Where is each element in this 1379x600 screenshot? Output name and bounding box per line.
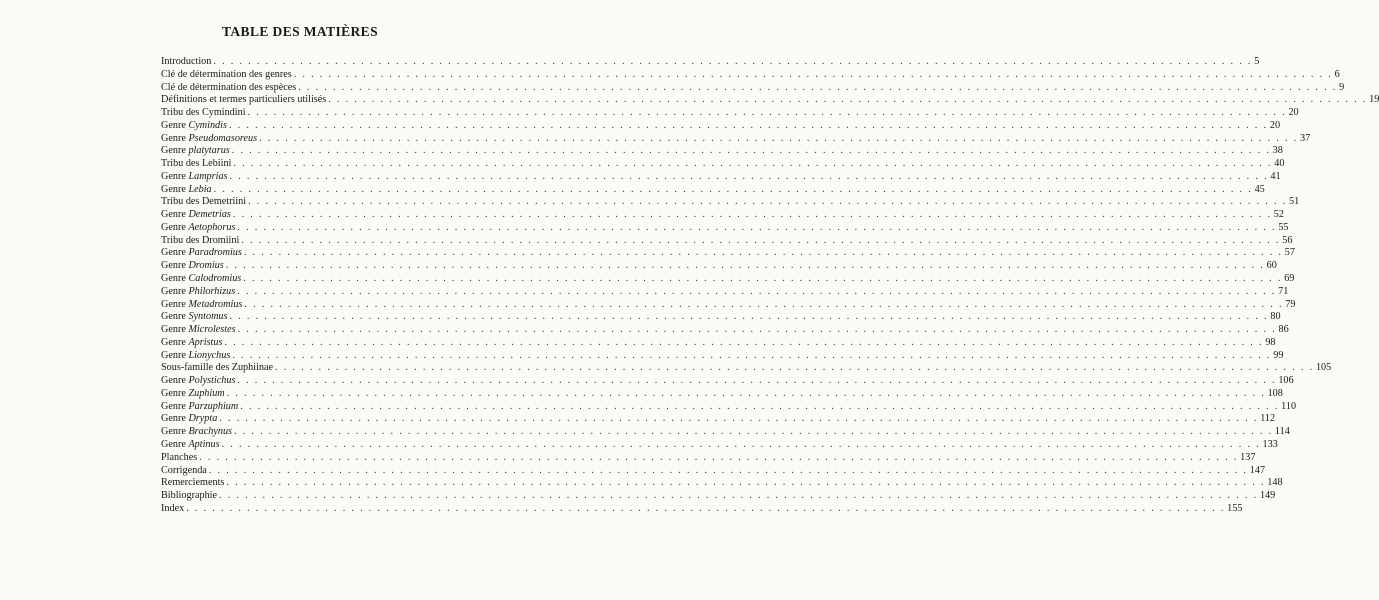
toc-entry-genus-name: Aetophorus (188, 221, 236, 233)
toc-leader-dots: . . . . . . . . . . . . . . . . . . . . . . . . . . . . . . . . . . . . . . . . . . . . . . . . . . . . . . . . . . . . . . . . . . . . . . . . . . . . . . . . . . . . . . . . . . . . . . . . . . . . . . . . . . . . . . . . . . . . . . . . (232, 349, 1272, 361)
toc-leader-dots: . . . . . . . . . . . . . . . . . . . . . . . . . . . . . . . . . . . . . . . . . . . . . . . . . . . . . . . . . . . . . . . . . . . . . . . . . . . . . . . . . . . . . . . . . . . . . . . . . . . . . . . . . . . . . . . . . . . . . . . . (241, 234, 1281, 246)
toc-entry-prefix: Genre (161, 145, 189, 157)
toc-leader-dots: . . . . . . . . . . . . . . . . . . . . . . . . . . . . . . . . . . . . . . . . . . . . . . . . . . . . . . . . . . . . . . . . . . . . . . . . . . . . . . . . . . . . . . . . . . . . . . . . . . . . . . . . . . . . . . . . . . . . . . . . (229, 170, 1269, 182)
toc-entry (161, 349, 1284, 363)
toc-page-number: 112 (1260, 413, 1276, 425)
toc-entry (161, 81, 1345, 95)
toc-entry (161, 107, 1299, 120)
toc-entry-label (161, 311, 228, 324)
table-of-contents (161, 56, 1379, 516)
toc-entry-genus-name: Drypta (188, 413, 218, 425)
toc-entry (161, 68, 1340, 82)
toc-entry-label (161, 375, 235, 388)
toc-entry-label (161, 426, 232, 439)
toc-entry (161, 221, 1289, 235)
toc-leader-dots: . . . . . . . . . . . . . . . . . . . . . . . . . . . . . . . . . . . . . . . . . . . . . . . . . . . . . . . . . . . . . . . . . . . . . . . . . . . . . . . . . . . . . . . . . . . . . . . . . . . . . . . . . . . . . . . . . . . . . . . . (240, 400, 1280, 412)
toc-leader-dots: . . . . . . . . . . . . . . . . . . . . . . . . . . . . . . . . . . . . . . . . . . . . . . . . . . . . . . . . . . . . . . . . . . . . . . . . . . . . . . . . . . . . . . . . . . . . . . . . . . . . . . . . . . . . . . . . . . . . . . . . (233, 158, 1273, 170)
toc-leader-dots: . . . . . . . . . . . . . . . . . . . . . . . . . . . . . . . . . . . . . . . . . . . . . . . . . . . . . . . . . . . . . . . . . . . . . . . . . . . . . . . . . . . . . . . . . . . . . . . . . . . . . . . . . . . . . . . . . . . . . . . . (231, 145, 1271, 157)
toc-entry-label (161, 477, 224, 490)
toc-leader-dots: . . . . . . . . . . . . . . . . . . . . . . . . . . . . . . . . . . . . . . . . . . . . . . . . . . . . . . . . . . . . . . . . . . . . . . . . . . . . . . . . . . . . . . . . . . . . . . . . . . . . . . . . . . . . . . . . . . . . . . . . (228, 119, 1268, 131)
toc-entry-prefix: Introduction (161, 56, 212, 67)
toc-page-number: 148 (1267, 477, 1283, 489)
toc-leader-dots: . . . . . . . . . . . . . . . . . . . . . . . . . . . . . . . . . . . . . . . . . . . . . . . . . . . . . . . . . . . . . . . . . . . . . . . . . . . . . . . . . . . . . . . . . . . . . . . . . . . . . . . . . . . . . . . . . . . . . . . . (237, 324, 1277, 336)
toc-leader-dots: . . . . . . . . . . . . . . . . . . . . . . . . . . . . . . . . . . . . . . . . . . . . . . . . . . . . . . . . . . . . . . . . . . . . . . . . . . . . . . . . . . . . . . . . . . . . . . . . . . . . . . . . . . . . . . . . . . . . . . . . (298, 81, 1338, 93)
toc-page-number: 137 (1240, 451, 1256, 463)
toc-entry-prefix: Genre (161, 387, 189, 399)
toc-entry-label (161, 69, 292, 82)
toc-entry (161, 477, 1283, 490)
toc-entry-label (161, 209, 231, 222)
toc-entry-label (161, 247, 242, 260)
toc-leader-dots: . . . . . . . . . . . . . . . . . . . . . . . . . . . . . . . . . . . . . . . . . . . . . . . . . . . . . . . . . . . . . . . . . . . . . . . . . . . . . . . . . . . . . . . . . . . . . . . . . . . . . . . . . . . . . . . . . . . . . . . . (232, 209, 1272, 221)
toc-leader-dots: . . . . . . . . . . . . . . . . . . . . . . . . . . . . . . . . . . . . . . . . . . . . . . . . . . . . . . . . . . . . . . . . . . . . . . . . . . . . . . . . . . . . . . . . . . . . . . . . . . . . . . . . . . . . . . . . . . . . . . . . (221, 438, 1261, 450)
toc-entry-label (161, 133, 257, 146)
toc-entry-prefix: Clé de détermination des espèces (161, 81, 297, 93)
toc-page-number: 108 (1267, 387, 1283, 399)
toc-leader-dots: . . . . . . . . . . . . . . . . . . . . . . . . . . . . . . . . . . . . . . . . . . . . . . . . . . . . . . . . . . . . . . . . . . . . . . . . . . . . . . . . . . . . . . . . . . . . . . . . . . . . . . . . . . . . . . . . . . . . . . . . (226, 387, 1266, 399)
toc-entry-label (161, 158, 231, 171)
toc-entry-prefix: Genre (161, 400, 189, 412)
toc-entry-genus-name: Brachynus (188, 426, 233, 438)
toc-entry (161, 490, 1276, 503)
toc-entry-prefix: Genre (161, 311, 189, 323)
toc-entry (161, 273, 1295, 286)
toc-entry-prefix: Genre (161, 413, 189, 425)
toc-entry-prefix: Genre (161, 119, 189, 131)
toc-entry-label (161, 490, 217, 503)
toc-entry-label (161, 120, 227, 133)
toc-entry-prefix: Sous-famille des Zuphiinae (161, 362, 274, 374)
toc-page-number: 51 (1289, 196, 1300, 208)
toc-entry-prefix: Genre (161, 438, 189, 450)
toc-entry-genus-name: Pseudomasoreus (188, 132, 258, 144)
toc-entry-genus-name: Syntomus (188, 311, 228, 323)
toc-entry (161, 438, 1278, 452)
toc-entry-label (161, 145, 230, 158)
toc-entry (161, 145, 1283, 158)
toc-entry-prefix: Genre (161, 324, 189, 336)
toc-entry (161, 464, 1266, 478)
toc-entry-label (161, 413, 217, 426)
toc-entry-label (161, 196, 246, 209)
toc-page-number: 80 (1270, 311, 1281, 323)
toc-leader-dots: . . . . . . . . . . . . . . . . . . . . . . . . . . . . . . . . . . . . . . . . . . . . . . . . . . . . . . . . . . . . . . . . . . . . . . . . . . . . . . . . . . . . . . . . . . . . . . . . . . . . . . . . . . . . . . . . . . . . . . . . (248, 196, 1287, 208)
toc-leader-dots: . . . . . . . . . . . . . . . . . . . . . . . . . . . . . . . . . . . . . . . . . . . . . . . . . . . . . . . . . . . . . . . . . . . . . . . . . . . . . . . . . . . . . . . . . . . . . . . . . . . . . . . . . . . . . . . . . . . . . . . . (237, 285, 1277, 297)
toc-page-number: 5 (1254, 56, 1260, 67)
toc-page-number: 99 (1273, 349, 1284, 361)
toc-entry-genus-name: Paradromius (188, 247, 242, 259)
toc-leader-dots: . . . . . . . . . . . . . . . . . . . . . . . . . . . . . . . . . . . . . . . . . . . . . . . . . . . . . . . . . . . . . . . . . . . . . . . . . . . . . . . . . . . . . . . . . . . . . . . . . . . . . . . . . . . . . . . . . . . . . . . . (237, 375, 1277, 387)
toc-page-number: 60 (1266, 260, 1277, 272)
toc-entry-genus-name: Polystichus (188, 375, 236, 387)
toc-entry-prefix: Genre (161, 260, 189, 272)
toc-entry-genus-name: Aptinus (188, 438, 220, 450)
toc-entry-genus-name: Demetrias (188, 209, 231, 221)
toc-entry-prefix: Genre (161, 298, 189, 310)
toc-entry-label (161, 235, 239, 248)
toc-page-number: 86 (1278, 324, 1289, 336)
toc-page-number: 69 (1284, 273, 1295, 285)
toc-entry (161, 375, 1294, 388)
toc-entry (161, 260, 1277, 273)
toc-leader-dots: . . . . . . . . . . . . . . . . . . . . . . . . . . . . . . . . . . . . . . . . . . . . . . . . . . . . . . . . . . . . . . . . . . . . . . . . . . . . . . . . . . . . . . . . . . . . . . . . . . . . . . . . . . . . . . . . . . . . . . . . (234, 426, 1273, 438)
toc-entry-prefix: Bibliographie (161, 490, 218, 502)
toc-entry-prefix: Corrigenda (161, 464, 207, 476)
toc-entry (161, 400, 1297, 414)
toc-entry (161, 502, 1243, 516)
toc-entry-label (161, 273, 241, 286)
toc-page-number: 41 (1270, 170, 1281, 182)
toc-entry (161, 56, 1260, 69)
toc-entry-prefix: Genre (161, 336, 189, 348)
toc-entry (161, 158, 1285, 171)
toc-page-number: 71 (1278, 285, 1289, 297)
toc-leader-dots: . . . . . . . . . . . . . . . . . . . . . . . . . . . . . . . . . . . . . . . . . . . . . . . . . . . . . . . . . . . . . . . . . . . . . . . . . . . . . . . . . . . . . . . . . . . . . . . . . . . . . . . . . . . . . . . . . . . . . . . . (224, 336, 1264, 348)
toc-entry-prefix: Planches (161, 451, 198, 463)
toc-entry-genus-name: platytarus (188, 145, 230, 157)
toc-entry (161, 413, 1276, 426)
toc-page-number: 133 (1262, 438, 1278, 450)
toc-page-number: 114 (1274, 426, 1290, 438)
page-title: TABLE DES MATIÈRES (222, 24, 378, 39)
toc-leader-dots: . . . . . . . . . . . . . . . . . . . . . . . . . . . . . . . . . . . . . . . . . . . . . . . . . . . . . . . . . . . . . . . . . . . . . . . . . . . . . . . . . . . . . . . . . . . . . . . . . . . . . . . . . . . . . . . . . . . . . . . . (208, 464, 1248, 476)
toc-leader-dots: . . . . . . . . . . . . . . . . . . . . . . . . . . . . . . . . . . . . . . . . . . . . . . . . . . . . . . . . . . . . . . . . . . . . . . . . . . . . . . . . . . . . . . . . . . . . . . . . . . . . . . . . . . . . . . . . . . . . . . . . (226, 477, 1266, 489)
toc-entry-prefix: Tribu des Lebiini (161, 158, 232, 170)
toc-entry-label (161, 286, 235, 299)
toc-entry-label (161, 324, 236, 337)
toc-entry-label (161, 82, 296, 95)
toc-leader-dots: . . . . . . . . . . . . . . . . . . . . . . . . . . . . . . . . . . . . . . . . . . . . . . . . . . . . . . . . . . . . . . . . . . . . . . . . . . . . . . . . . . . . . . . . . . . . . . . . . . . . . . . . . . . . . . . . . . . . . . . . (243, 273, 1283, 285)
toc-entry-label (161, 337, 222, 350)
toc-entry (161, 336, 1276, 350)
toc-entry-prefix: Genre (161, 426, 189, 438)
toc-entry (161, 362, 1332, 375)
toc-leader-dots: . . . . . . . . . . . . . . . . . . . . . . . . . . . . . . . . . . . . . . . . . . . . . . . . . . . . . . . . . . . . . . . . . . . . . . . . . . . . . . . . . . . . . . . . . . . . . . . . . . . . . . . . . . . . . . . . . . . . . . . . (243, 247, 1283, 259)
toc-leader-dots: . . . . . . . . . . . . . . . . . . . . . . . . . . . . . . . . . . . . . . . . . . . . . . . . . . . . . . . . . . . . . . . . . . . . . . . . . . . . . . . . . . . . . . . . . . . . . . . . . . . . . . . . . . . . . . . . . . . . . . . . (247, 107, 1287, 119)
toc-page-number: 79 (1285, 298, 1296, 310)
toc-entry (161, 209, 1284, 222)
toc-leader-dots: . . . . . . . . . . . . . . . . . . . . . . . . . . . . . . . . . . . . . . . . . . . . . . . . . . . . . . . . . . . . . . . . . . . . . . . . . . . . . . . . . . . . . . . . . . . . . . . . . . . . . . . . . . . . . . . . . . . . . . . . (259, 132, 1299, 144)
toc-entry (161, 324, 1289, 337)
toc-page-number: 19 (1369, 94, 1379, 106)
toc-entry-genus-name: Zuphium (188, 387, 225, 399)
toc-page-number: 105 (1315, 362, 1332, 374)
toc-entry-genus-name: Lamprias (188, 170, 228, 182)
toc-entry-label (161, 439, 220, 452)
toc-page-number: 6 (1334, 68, 1340, 80)
toc-page-number: 9 (1339, 81, 1345, 93)
toc-entry-genus-name: Parzuphium (188, 400, 239, 412)
toc-entry (161, 247, 1295, 260)
toc-leader-dots: . . . . . . . . . . . . . . . . . . . . . . . . . . . . . . . . . . . . . . . . . . . . . . . . . . . . . . . . . . . . . . . . . . . . . . . . . . . . . . . . . . . . . . . . . . . . . . . . . . . . . . . . . . . . . . . . . . . . . . . . (328, 94, 1368, 106)
toc-entry-prefix: Genre (161, 349, 189, 361)
toc-entry-label (161, 222, 235, 235)
toc-page-number: 20 (1288, 107, 1299, 119)
toc-page-number: 37 (1300, 132, 1311, 144)
toc-entry-genus-name: Lebia (188, 183, 212, 195)
toc-entry-prefix: Genre (161, 132, 189, 144)
toc-entry-label (161, 350, 230, 363)
toc-page-number: 45 (1254, 183, 1265, 195)
toc-leader-dots: . . . . . . . . . . . . . . . . . . . . . . . . . . . . . . . . . . . . . . . . . . . . . . . . . . . . . . . . . . . . . . . . . . . . . . . . . . . . . . . . . . . . . . . . . . . . . . . . . . . . . . . . . . . . . . . . . . . . . . . . (293, 68, 1333, 80)
toc-page-number: 57 (1284, 247, 1295, 259)
toc-entry-prefix: Genre (161, 247, 189, 259)
toc-entry-genus-name: Cymindis (188, 119, 227, 131)
toc-entry (161, 183, 1265, 197)
toc-page-number: 40 (1274, 158, 1285, 170)
toc-page-number: 55 (1278, 221, 1289, 233)
toc-leader-dots: . . . . . . . . . . . . . . . . . . . . . . . . . . . . . . . . . . . . . . . . . . . . . . . . . . . . . . . . . . . . . . . . . . . . . . . . . . . . . . . . . . . . . . . . . . . . . . . . . . . . . . . . . . . . . . . . . . . . . . . . (244, 298, 1284, 310)
toc-entry-genus-name: Dromius (188, 260, 224, 272)
toc-entry-prefix: Tribu des Cymindini (161, 107, 246, 119)
toc-leader-dots: . . . . . . . . . . . . . . . . . . . . . . . . . . . . . . . . . . . . . . . . . . . . . . . . . . . . . . . . . . . . . . . . . . . . . . . . . . . . . . . . . . . . . . . . . . . . . . . . . . . . . . . . . . . . . . . . . . . . . . . . (213, 56, 1253, 67)
toc-entry-prefix: Genre (161, 221, 189, 233)
toc-page-number: 149 (1259, 490, 1276, 502)
toc-entry-label (161, 171, 228, 184)
toc-entry (161, 234, 1293, 248)
toc-entry (161, 94, 1379, 107)
toc-page-number: 20 (1269, 119, 1281, 131)
toc-entry-prefix: Genre (161, 375, 189, 387)
toc-leader-dots: . . . . . . . . . . . . . . . . . . . . . . . . . . . . . . . . . . . . . . . . . . . . . . . . . . . . . . . . . . . . . . . . . . . . . . . . . . . . . . . . . . . . . . . . . . . . . . . . . . . . . . . . . . . . . . . . . . . . . . . . (275, 362, 1314, 374)
toc-entry (161, 451, 1256, 465)
toc-entry-label (161, 184, 212, 197)
toc-leader-dots: . . . . . . . . . . . . . . . . . . . . . . . . . . . . . . . . . . . . . . . . . . . . . . . . . . . . . . . . . . . . . . . . . . . . . . . . . . . . . . . . . . . . . . . . . . . . . . . . . . . . . . . . . . . . . . . . . . . . . . . . (213, 183, 1253, 195)
toc-page-number: 98 (1265, 336, 1276, 348)
toc-entry (161, 426, 1290, 439)
toc-entry-label (161, 503, 184, 516)
toc-entry-genus-name: Calodromius (188, 273, 242, 285)
toc-entry-prefix: Clé de détermination des genres (161, 68, 292, 80)
toc-entry (161, 285, 1289, 299)
toc-page-number: 106 (1278, 375, 1294, 387)
toc-entry-prefix: Index (161, 502, 185, 514)
toc-entry-label (161, 388, 225, 401)
toc-entry-genus-name: Metadromius (188, 298, 243, 310)
toc-entry (161, 196, 1300, 209)
toc-page-number: 56 (1282, 234, 1293, 246)
toc-entry-label (161, 260, 224, 273)
toc-entry-label (161, 56, 211, 69)
toc-entry-genus-name: Lionychus (188, 349, 231, 361)
toc-page-number: 38 (1272, 145, 1283, 157)
toc-leader-dots: . . . . . . . . . . . . . . . . . . . . . . . . . . . . . . . . . . . . . . . . . . . . . . . . . . . . . . . . . . . . . . . . . . . . . . . . . . . . . . . . . . . . . . . . . . . . . . . . . . . . . . . . . . . . . . . . . . . . . . . . (219, 490, 1258, 502)
toc-entry-genus-name: Microlestes (188, 324, 236, 336)
toc-entry (161, 119, 1281, 133)
toc-entry-prefix: Genre (161, 285, 189, 297)
toc-page-number: 52 (1273, 209, 1284, 221)
toc-entry-prefix: Genre (161, 183, 189, 195)
toc-entry (161, 298, 1296, 312)
toc-entry-label (161, 362, 273, 375)
toc-leader-dots: . . . . . . . . . . . . . . . . . . . . . . . . . . . . . . . . . . . . . . . . . . . . . . . . . . . . . . . . . . . . . . . . . . . . . . . . . . . . . . . . . . . . . . . . . . . . . . . . . . . . . . . . . . . . . . . . . . . . . . . . (229, 311, 1269, 323)
toc-entry-genus-name: Philorhizus (188, 285, 236, 297)
toc-entry-prefix: Genre (161, 170, 189, 182)
toc-entry-prefix: Tribu des Demetriini (161, 196, 247, 208)
toc-leader-dots: . . . . . . . . . . . . . . . . . . . . . . . . . . . . . . . . . . . . . . . . . . . . . . . . . . . . . . . . . . . . . . . . . . . . . . . . . . . . . . . . . . . . . . . . . . . . . . . . . . . . . . . . . . . . . . . . . . . . . . . . (186, 502, 1226, 514)
toc-entry-label (161, 452, 197, 465)
toc-leader-dots: . . . . . . . . . . . . . . . . . . . . . . . . . . . . . . . . . . . . . . . . . . . . . . . . . . . . . . . . . . . . . . . . . . . . . . . . . . . . . . . . . . . . . . . . . . . . . . . . . . . . . . . . . . . . . . . . . . . . . . . . (225, 260, 1265, 272)
toc-entry (161, 132, 1311, 146)
toc-entry-label (161, 94, 326, 107)
toc-page-number: 147 (1249, 464, 1266, 476)
toc-leader-dots: . . . . . . . . . . . . . . . . . . . . . . . . . . . . . . . . . . . . . . . . . . . . . . . . . . . . . . . . . . . . . . . . . . . . . . . . . . . . . . . . . . . . . . . . . . . . . . . . . . . . . . . . . . . . . . . . . . . . . . . . (237, 221, 1277, 233)
toc-entry-label (161, 299, 242, 312)
toc-entry-genus-name: Apristus (188, 336, 223, 348)
toc-entry-prefix: Genre (161, 273, 189, 285)
toc-entry-prefix: Genre (161, 209, 189, 221)
toc-entry-prefix: Tribu des Dromiini (161, 234, 240, 246)
toc-page-number: 155 (1227, 502, 1243, 514)
toc-entry-prefix: Remerciements (161, 477, 225, 489)
toc-page-number: 110 (1281, 400, 1297, 412)
toc-entry (161, 387, 1283, 401)
toc-entry-prefix: Définitions et termes particuliers utilisés (161, 94, 327, 106)
toc-entry-label (161, 465, 207, 478)
toc-entry-label (161, 401, 238, 414)
toc-entry (161, 311, 1281, 324)
toc-entry (161, 170, 1281, 184)
toc-leader-dots: . . . . . . . . . . . . . . . . . . . . . . . . . . . . . . . . . . . . . . . . . . . . . . . . . . . . . . . . . . . . . . . . . . . . . . . . . . . . . . . . . . . . . . . . . . . . . . . . . . . . . . . . . . . . . . . . . . . . . . . . (199, 451, 1239, 463)
toc-leader-dots: . . . . . . . . . . . . . . . . . . . . . . . . . . . . . . . . . . . . . . . . . . . . . . . . . . . . . . . . . . . . . . . . . . . . . . . . . . . . . . . . . . . . . . . . . . . . . . . . . . . . . . . . . . . . . . . . . . . . . . . . (219, 413, 1259, 425)
toc-entry-label (161, 107, 246, 120)
